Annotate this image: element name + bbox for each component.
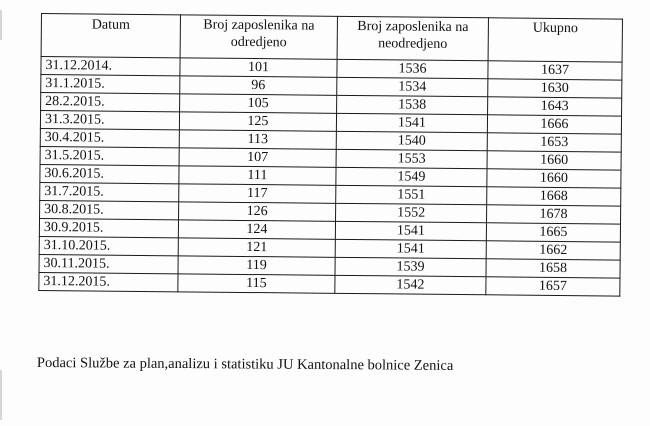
employee-count-table	[38, 13, 623, 297]
cell-permanent: 1541	[336, 113, 487, 132]
cell-date: 30.6.2015.	[40, 164, 179, 183]
cell-fixed-term: 121	[178, 238, 335, 258]
cell-total: 1678	[487, 205, 621, 224]
cell-fixed-term: 101	[180, 58, 337, 78]
cell-permanent: 1541	[335, 221, 486, 240]
cell-fixed-term: 119	[178, 256, 335, 276]
cell-date: 31.5.2015.	[40, 146, 179, 165]
cell-total: 1657	[486, 277, 620, 296]
header-fixed-term: Broj zaposlenika na odredjeno	[180, 15, 337, 60]
cell-fixed-term: 105	[180, 94, 337, 114]
cell-total: 1665	[486, 223, 620, 242]
cell-date: 31.12.2014.	[41, 57, 180, 76]
cell-fixed-term: 115	[178, 274, 335, 294]
table-header-row	[41, 14, 622, 63]
cell-permanent: 1552	[336, 203, 487, 222]
cell-date: 31.3.2015.	[40, 111, 179, 130]
scan-edge-mark	[0, 10, 2, 40]
cell-total: 1630	[488, 79, 622, 98]
header-permanent: Broj zaposlenika na neodredjeno	[337, 16, 488, 60]
cell-fixed-term: 107	[179, 148, 336, 168]
cell-permanent: 1540	[336, 131, 487, 150]
cell-permanent: 1549	[336, 167, 487, 186]
cell-total: 1643	[488, 97, 622, 116]
cell-date: 31.12.2015.	[39, 272, 178, 291]
cell-date: 31.7.2015.	[40, 182, 179, 201]
cell-fixed-term: 125	[179, 112, 336, 132]
source-note: Podaci Službe za plan,analizu i statistiku JU Kantonalne bolnice Zenica	[36, 355, 454, 374]
cell-permanent: 1534	[337, 77, 488, 96]
cell-permanent: 1553	[336, 149, 487, 168]
cell-date: 31.10.2015.	[39, 236, 178, 255]
cell-fixed-term: 126	[179, 202, 336, 222]
cell-total: 1660	[487, 151, 621, 170]
cell-date: 30.9.2015.	[39, 218, 178, 237]
cell-total: 1668	[487, 187, 621, 206]
cell-permanent: 1536	[337, 59, 488, 78]
cell-total: 1653	[487, 133, 621, 152]
cell-fixed-term: 113	[179, 130, 336, 150]
header-date: Datum	[41, 14, 180, 58]
scan-edge-mark	[0, 370, 2, 420]
cell-total: 1637	[488, 61, 622, 80]
cell-permanent: 1539	[335, 257, 486, 276]
cell-date: 28.2.2015.	[41, 93, 180, 112]
cell-fixed-term: 124	[178, 220, 335, 240]
cell-total: 1666	[487, 115, 621, 134]
cell-fixed-term: 111	[179, 166, 336, 186]
cell-date: 31.1.2015.	[41, 75, 180, 94]
header-total: Ukupno	[488, 18, 622, 62]
cell-date: 30.4.2015.	[40, 128, 179, 147]
cell-total: 1662	[486, 241, 620, 260]
cell-total: 1660	[487, 169, 621, 188]
cell-permanent: 1551	[336, 185, 487, 204]
cell-permanent: 1541	[335, 239, 486, 258]
cell-total: 1658	[486, 259, 620, 278]
cell-permanent: 1538	[337, 95, 488, 114]
cell-date: 30.8.2015.	[40, 200, 179, 219]
cell-permanent: 1542	[335, 275, 486, 294]
cell-fixed-term: 117	[179, 184, 336, 204]
cell-date: 30.11.2015.	[39, 254, 178, 273]
cell-fixed-term: 96	[180, 76, 337, 96]
